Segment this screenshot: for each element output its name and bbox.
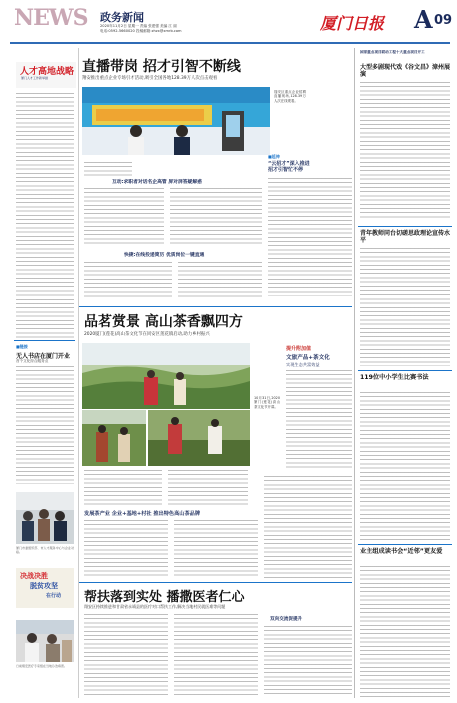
left-story-2-kicker: ■链接 — [16, 344, 28, 349]
top-story-photo-caption: 翔安区重点企业招聘直播现场,128.39万人次在线观看。 — [274, 90, 306, 103]
bottom-body-col-1 — [84, 614, 168, 696]
page-number: 09 — [434, 13, 453, 28]
poverty-box-line-3: 在行动 — [46, 593, 62, 599]
top-story-title: 直播带岗 招才引智不断线 — [82, 59, 241, 75]
tea-photo-main-svg — [82, 343, 250, 409]
top-body-col-3 — [84, 262, 172, 300]
right-rail-title-2: 青年教师同台切磋思政理论宣传水平 — [360, 230, 451, 245]
right-rail-body-3 — [360, 392, 450, 540]
right-rail-title-4: 业主组成读书会“近邻”更友爱 — [360, 548, 443, 555]
divider — [358, 544, 452, 545]
top-story-photo — [82, 87, 270, 155]
meta-line-1: 2020年11月2日 星期一 责编 张建强 美编 江 丽 — [100, 24, 177, 28]
divider — [14, 340, 75, 341]
left-photo-svg — [16, 492, 74, 544]
left-story-2-sub: 首个文化综合服务点 — [16, 359, 49, 363]
bottom-body-col-3 — [264, 626, 352, 696]
top-side-body — [268, 178, 352, 296]
left-rail-story-1-body — [16, 93, 74, 338]
middle-story-subtitle: 2020厦门(莲花)高山茶文化节在同安区莲花镇启动,助力乡村振兴 — [84, 332, 210, 337]
right-rail-body-4 — [360, 566, 450, 698]
medical-photo — [16, 620, 74, 662]
middle-story-title: 品茗赏景 高山茶香飘四方 — [84, 314, 243, 330]
tea-photo-main — [82, 343, 250, 409]
top-story-section-2-head: 快捷:在线投递简历 优质岗位一键直通 — [124, 253, 205, 258]
tea-photo-3-svg — [148, 410, 250, 466]
tea-side-kicker: 提升附加值 — [286, 346, 312, 352]
right-rail-body-2 — [360, 248, 450, 366]
tea-photo-3 — [148, 410, 250, 466]
tea-photo-caption: 10月31日,2020厦门(莲花)高山茶文化节开幕。 — [254, 396, 280, 409]
top-body-col-4 — [178, 262, 262, 300]
top-side-title: “云招才”深入推进 招才引智忙不停 — [268, 161, 310, 174]
poverty-box-line-2: 脱贫攻坚 — [30, 582, 58, 590]
top-story-subtitle: 翔安推出重点企业专场引才活动,吸引全国各地128.39万人次点击观看 — [82, 76, 218, 81]
talent-banner-title: 人才高地战略 — [20, 67, 75, 77]
bottom-story-title: 帮扶落到实处 播撒医者仁心 — [84, 590, 245, 605]
divider — [78, 582, 352, 583]
tea-body-col-1 — [84, 470, 162, 506]
right-rail-divider — [354, 48, 355, 698]
poverty-box-line-1: 决战决胜 — [20, 572, 48, 580]
right-rail-title-1: 大型多剧现代戏《谷文昌》漳州展演 — [360, 64, 451, 79]
divider — [358, 370, 452, 371]
tea-photo-2-svg — [82, 410, 146, 466]
tea-body-col-5 — [264, 476, 352, 578]
news-brand-logo: NEWS — [14, 5, 88, 31]
medical-photo-caption: 日前翔安医疗专家组在当地诊治病患。 — [16, 664, 68, 668]
section-title: 政务新闻 — [100, 11, 144, 24]
top-body-a — [84, 162, 132, 176]
top-side-kicker: ■延伸 — [268, 154, 280, 159]
left-rail-divider — [78, 48, 79, 698]
top-body-col-1 — [84, 188, 164, 246]
tea-side-body — [286, 370, 352, 470]
poverty-box — [16, 568, 74, 608]
right-rail-body-1 — [360, 82, 450, 220]
left-story-2-title: 无人书店在厦门开业 — [16, 353, 71, 360]
left-photo-caption: 厦门市委组织部、市人才服务中心与企业对接。 — [16, 546, 74, 555]
right-rail-title-3: 119位中小学生比赛书法 — [360, 374, 429, 381]
masthead — [8, 3, 453, 43]
tea-side-sub: 实现生态共富效益 — [286, 362, 320, 367]
tea-side-title: 文旅产品+茶文化 — [286, 355, 330, 361]
tea-photo-2 — [82, 410, 146, 466]
right-rail-header-1: 国家重点项目联动工程十大重点项目开工 — [360, 50, 425, 54]
left-story-2-body — [16, 366, 74, 484]
bottom-body-col-2 — [174, 614, 258, 696]
masthead-meta — [100, 24, 182, 34]
left-rail-photo — [16, 492, 74, 544]
tea-section-head: 发展茶产业 企业+基地+村社 推出特色高山茶品牌 — [84, 511, 201, 517]
page-letter: A — [414, 5, 433, 34]
divider — [358, 226, 452, 227]
bottom-side-head: 双向交流促提升 — [270, 617, 303, 622]
tea-body-col-2 — [168, 470, 248, 506]
tea-body-col-4 — [174, 520, 258, 578]
top-story-section-1-head: 互动:求职者对话名企高管 屏对屏答疑解惑 — [112, 180, 202, 185]
tea-body-col-3 — [84, 520, 168, 578]
talent-banner-sub: 厦门人才工作新举措 — [21, 76, 49, 80]
meta-line-2: 电话:0592-5660020 投稿邮箱:zhzx@xmrb.com — [100, 29, 182, 33]
livestream-photo-svg — [82, 87, 270, 155]
divider — [78, 306, 352, 307]
masthead-rule — [10, 42, 450, 44]
medical-photo-svg — [16, 620, 74, 662]
paper-name-logo: 厦门日报 — [320, 14, 385, 33]
bottom-story-subtitle: 翔安区持续推进和甘肃省永靖县的医疗对口帮扶工作,解决当地村民就医难等问题 — [84, 604, 226, 609]
top-body-col-2 — [170, 188, 262, 246]
